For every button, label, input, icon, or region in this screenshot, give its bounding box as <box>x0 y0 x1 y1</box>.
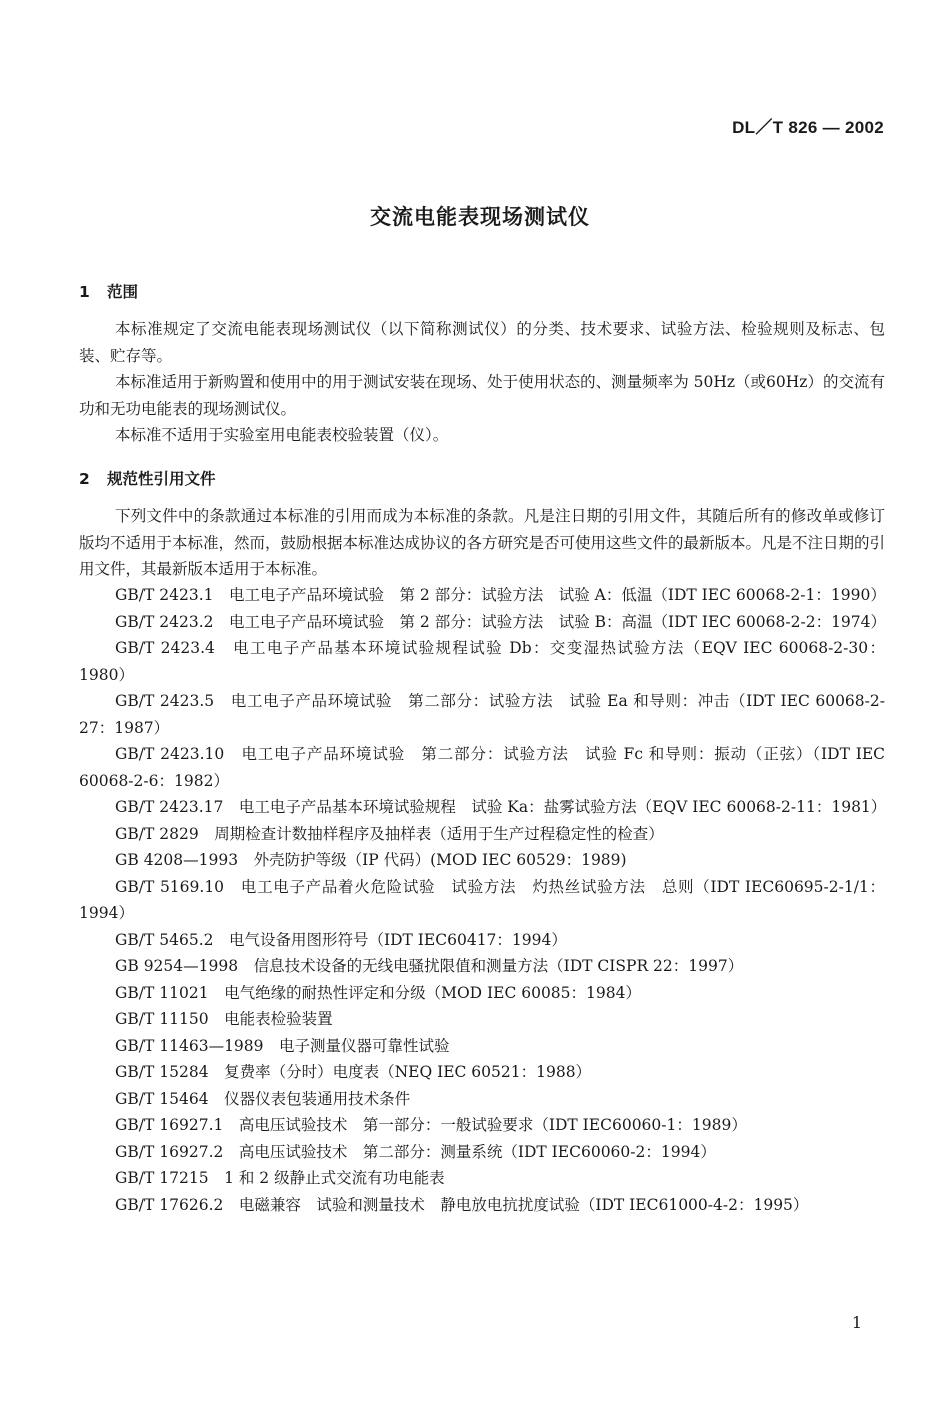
reference-item: GB/T 17626.2 电磁兼容 试验和测量技术 静电放电抗扰度试验（IDT IEC61000-4-2：1995） <box>115 1195 809 1214</box>
document-title: 交流电能表现场测试仪 <box>370 205 590 229</box>
reference-item: GB/T 11021 电气绝缘的耐热性评定和分级（MOD IEC 60085：1984） <box>115 983 641 1002</box>
reference-item: GB/T 15464 仪器仪表包装通用技术条件 <box>115 1089 411 1108</box>
reference-item: GB/T 16927.2 高电压试验技术 第二部分：测量系统（IDT IEC60060-2：1994） <box>115 1142 716 1161</box>
reference-item: GB/T 11463—1989 电子测量仪器可靠性试验 <box>115 1036 450 1055</box>
reference-item: GB/T 11150 电能表检验装置 <box>115 1010 333 1028</box>
reference-item: GB/T 2423.17 电工电子产品基本环境试验规程 试验 Ka：盐雾试验方法（EQV IEC 60068-2-11：1981） <box>115 798 887 816</box>
reference-item: GB/T 2423.4 电工电子产品基本环境试验规程试验 Db：交变湿热试验方法（EQV IEC 60068-2-30：1980） <box>79 639 885 684</box>
reference-item: GB/T 2423.10 电工电子产品环境试验 第二部分：试验方法 试验 Fc 和导则：振动（正弦）（IDT IEC 60068-2-6：1982） <box>79 745 885 790</box>
page-number: 1 <box>851 1313 862 1332</box>
reference-item: GB/T 15284 复费率（分时）电度表（NEQ IEC 60521：1988） <box>115 1063 592 1081</box>
reference-item: GB/T 5169.10 电工电子产品着火危险试验 试验方法 灼热丝试验方法 总则（IDT IEC60695-2-1/1：1994） <box>79 877 885 922</box>
section-2-title: 规范性引用文件 <box>107 470 216 488</box>
section-1-paragraph: 本标准适用于新购置和使用中的用于测试安装在现场、处于使用状态的、测量频率为 50Hz（或60Hz）的交流有功和无功电能表的现场测试仪。 <box>79 373 885 418</box>
reference-item: GB/T 2829 周期检查计数抽样程序及抽样表（适用于生产过程稳定性的检查） <box>115 824 664 843</box>
section-1-heading <box>79 280 138 302</box>
section-2-paragraph: 下列文件中的条款通过本标准的引用而成为本标准的条款。凡是注日期的引用文件，其随后所有的修改单或修订版均不适用于本标准，然而，鼓励根据本标准达成协议的各方研究是否可使用这些文件的最新版本。凡是不注日期的引用文件，其最新版本适用于本标准。 <box>79 507 886 578</box>
section-1-body <box>79 316 885 449</box>
reference-item: GB/T 5465.2 电气设备用图形符号（IDT IEC60417：1994） <box>115 930 567 949</box>
standard-code-header: DL／T 826 — 2002 <box>732 118 884 137</box>
reference-item: GB 4208—1993 外壳防护等级（IP 代码）(MOD IEC 60529：1989) <box>115 851 627 869</box>
section-1-paragraph: 本标准规定了交流电能表现场测试仪（以下简称测试仪）的分类、技术要求、试验方法、检验规则及标志、包装、贮存等。 <box>79 320 885 365</box>
section-2-number: 2 <box>79 470 90 488</box>
reference-item: GB/T 2423.1 电工电子产品环境试验 第 2 部分：试验方法 试验 A：低温（IDT IEC 60068-2-1：1990） <box>115 586 886 604</box>
section-1-title: 范围 <box>107 283 139 301</box>
section-1-number: 1 <box>79 283 90 301</box>
section-2-heading <box>79 467 216 489</box>
reference-item: GB/T 17215 1 和 2 级静止式交流有功电能表 <box>115 1169 445 1187</box>
section-1-paragraph: 本标准不适用于实验室用电能表校验装置（仪）。 <box>115 426 449 444</box>
reference-item: GB/T 2423.2 电工电子产品环境试验 第 2 部分：试验方法 试验 B：高温（IDT IEC 60068-2-2：1974） <box>115 612 887 631</box>
reference-item: GB 9254—1998 信息技术设备的无线电骚扰限值和测量方法（IDT CISPR 22：1997） <box>115 957 744 975</box>
reference-item: GB/T 16927.1 高电压试验技术 第一部分：一般试验要求（IDT IEC60060-1：1989） <box>115 1116 747 1134</box>
normative-references-list <box>79 582 885 1218</box>
reference-item: GB/T 2423.5 电工电子产品环境试验 第二部分：试验方法 试验 Ea 和导则：冲击（IDT IEC 60068-2-27：1987） <box>79 692 885 737</box>
section-2-body <box>79 503 885 583</box>
